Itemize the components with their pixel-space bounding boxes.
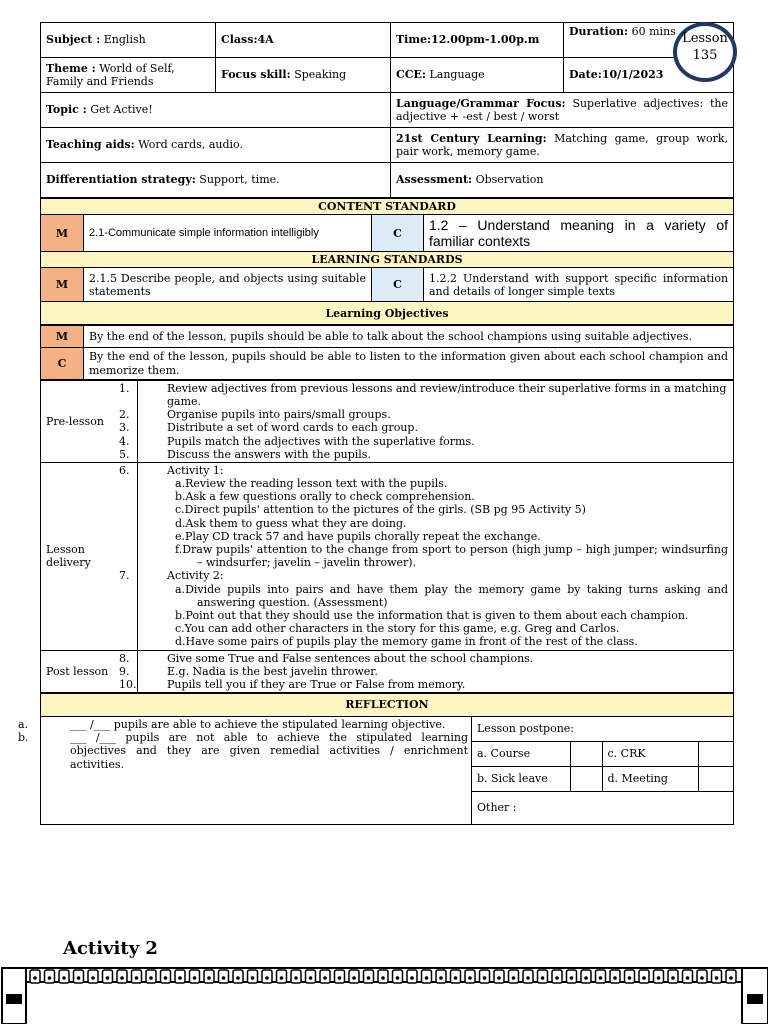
postpone-panel <box>472 717 734 825</box>
film-perforation-dot <box>91 976 95 980</box>
content-m-text: 2.1-Communicate simple information intelligibly <box>84 215 372 252</box>
film-perforation-dot <box>715 976 719 980</box>
pre-lesson-step: 3. Distribute a set of word cards to each group. <box>119 421 418 435</box>
header-table <box>40 22 734 198</box>
learning-m-text: 2.1.5 Describe people, and objects using suitable statements <box>84 268 372 302</box>
delivery-label: Lesson delivery <box>41 462 138 650</box>
content-standard-title: CONTENT STANDARD <box>41 199 734 215</box>
film-perforation-dot <box>425 976 429 980</box>
film-perforation-dot <box>294 976 298 980</box>
film-perforation-dot <box>381 976 385 980</box>
delivery-steps <box>119 462 734 650</box>
film-perforation-dot <box>700 976 704 980</box>
film-perforation-dot <box>396 976 400 980</box>
option-course-box[interactable] <box>570 742 602 767</box>
reflection-b: b. ___ /___ pupils are not able to achieve the stipulated learning objectives and they are given remedial activities / enrichment activities. <box>18 731 468 771</box>
time-cell: Time:12.00pm-1.00p.m <box>391 23 564 58</box>
theme-cell: Theme : World of Self, Family and Friends <box>41 58 216 93</box>
film-perforation-dot <box>251 976 255 980</box>
film-perforation-dot <box>338 976 342 980</box>
film-perforation-dot <box>33 976 37 980</box>
film-perforation-dot <box>106 976 110 980</box>
film-right-hole <box>747 994 763 1004</box>
pre-lesson-step: 5. Discuss the answers with the pupils. <box>119 447 371 461</box>
film-perforation-dot <box>729 976 733 980</box>
post-lesson-step: 8. Give some True and False sentences about the school champions. <box>119 651 534 665</box>
procedure-table <box>40 380 734 693</box>
film-perforation-dot <box>149 976 153 980</box>
film-perforation-dot <box>483 976 487 980</box>
objectives-table <box>40 325 734 379</box>
date-cell: Date:10/1/2023 <box>564 58 734 93</box>
option-sick-leave-box[interactable] <box>570 767 602 792</box>
lesson-number-badge <box>673 22 737 82</box>
topic-cell: Topic : Get Active! <box>41 93 391 128</box>
film-perforation-dot <box>48 976 52 980</box>
activity-2-step: b.Point out that they should use the information that is given to them about each champion. <box>175 608 689 622</box>
pre-lesson-step: 2. Organise pupils into pairs/small groups. <box>119 408 391 422</box>
activity-2-step: a.Divide pupils into pairs and have them play the memory game by taking turns asking and answering question. (Assessment) <box>175 582 728 609</box>
standards-table <box>40 198 734 325</box>
film-perforation-dot <box>280 976 284 980</box>
activity-1-step: c.Direct pupils' attention to the pictures of the girls. (SB pg 95 Activity 5) <box>175 503 586 517</box>
reflection-title: REFLECTION <box>41 694 734 717</box>
pre-lesson-step: 4. Pupils match the adjectives with the superlative forms. <box>119 434 475 448</box>
pre-lesson-step: 1. Review adjectives from previous lessons and review/introduce their superlative forms in a matching game. <box>119 381 727 408</box>
option-course: a. Course <box>472 742 570 767</box>
activity-1-step: f.Draw pupils' attention to the change from sport to person (high jump – high jumper; windsurfing – windsurfer; javelin – javelin thrower). <box>175 543 728 570</box>
post-lesson-step: 9. E.g. Nadia is the best javelin thrower. <box>119 664 378 678</box>
activity-2-step: d.Have some pairs of pupils play the memory game in front of the rest of the class. <box>175 635 638 649</box>
activity-1-step: e.Play CD track 57 and have pupils chorally repeat the exchange. <box>175 529 541 543</box>
film-perforation-dot <box>584 976 588 980</box>
activity-1-step: b.Ask a few questions orally to check comprehension. <box>175 490 475 504</box>
film-perforation-dot <box>77 976 81 980</box>
film-perforation-dot <box>135 976 139 980</box>
film-perforation-dot <box>686 976 690 980</box>
film-perforation-dot <box>120 976 124 980</box>
film-perforation-dot <box>599 976 603 980</box>
film-left-hole <box>6 994 22 1004</box>
lesson-label: Lesson <box>682 31 728 46</box>
learning-m-tag: M <box>41 268 84 302</box>
option-meeting-box[interactable] <box>698 767 734 792</box>
pre-lesson-label: Pre-lesson <box>41 380 138 462</box>
film-perforation-dot <box>207 976 211 980</box>
learning-c-text: 1.2.2 Understand with support specific information and details of longer simple texts <box>424 268 734 302</box>
subject-cell: Subject : English <box>41 23 216 58</box>
film-perforation-dot <box>468 976 472 980</box>
film-perforation-dot <box>62 976 66 980</box>
content-c-tag: C <box>372 215 424 252</box>
activity-1-step: d.Ask them to guess what they are doing. <box>175 516 407 530</box>
option-meeting: d. Meeting <box>602 767 698 792</box>
activity-title: Activity 2 <box>63 938 158 959</box>
film-perforation-dot <box>193 976 197 980</box>
film-perforation-dot <box>323 976 327 980</box>
objective-m-text: By the end of the lesson, pupils should be able to talk about the school champions using suitable adjectives. <box>84 326 734 348</box>
focus-cell: Focus skill: Speaking <box>216 58 391 93</box>
option-crk-box[interactable] <box>698 742 734 767</box>
option-crk: c. CRK <box>602 742 698 767</box>
reflection-notes <box>18 717 472 825</box>
activity-2-step: c.You can add other characters in the story for this game, e.g. Greg and Carlos. <box>175 622 620 636</box>
pre-lesson-steps <box>119 380 734 462</box>
objective-c-tag: C <box>41 348 84 379</box>
film-perforation-dot <box>178 976 182 980</box>
objective-m-tag: M <box>41 326 84 348</box>
film-perforation-dot <box>454 976 458 980</box>
film-perforation-dot <box>613 976 617 980</box>
reflection-table <box>18 693 734 825</box>
film-perforation-dot <box>352 976 356 980</box>
film-perforations <box>30 970 736 983</box>
post-lesson-label: Post lesson <box>41 650 138 693</box>
option-sick-leave: b. Sick leave <box>472 767 570 792</box>
film-perforation-dot <box>439 976 443 980</box>
film-perforation-dot <box>657 976 661 980</box>
film-perforation-dot <box>512 976 516 980</box>
aids-cell: Teaching aids: Word cards, audio. <box>41 128 391 163</box>
post-lesson-step: 10. Pupils tell you if they are True or False from memory. <box>119 677 466 691</box>
film-perforation-dot <box>497 976 501 980</box>
film-perforation-dot <box>541 976 545 980</box>
activity-1-step: a.Review the reading lesson text with the pupils. <box>175 477 448 491</box>
film-perforation-dot <box>222 976 226 980</box>
film-perforation-dot <box>570 976 574 980</box>
differentiation-cell: Differentiation strategy: Support, time. <box>41 163 391 198</box>
learning-standards-title: LEARNING STANDARDS <box>41 252 734 268</box>
lesson-plan <box>18 22 733 825</box>
film-perforation-dot <box>555 976 559 980</box>
film-perforation-dot <box>642 976 646 980</box>
postpone-options <box>472 717 734 824</box>
film-perforation-dot <box>265 976 269 980</box>
film-perforation-dot <box>526 976 530 980</box>
content-c-text: 1.2 – Understand meaning in a variety of familiar contexts <box>424 215 734 252</box>
film-perforation-dot <box>367 976 371 980</box>
grammar-cell: Language/Grammar Focus: Superlative adjectives: the adjective + -est / best / worst <box>391 93 734 128</box>
lesson-number: 135 <box>692 48 718 63</box>
cce-cell: CCE: Language <box>391 58 564 93</box>
assessment-cell: Assessment: Observation <box>391 163 734 198</box>
film-strip-border <box>0 966 768 1024</box>
activity-2-heading: 7. Activity 2: <box>119 569 224 583</box>
film-perforation-dot <box>410 976 414 980</box>
class-cell: Class:4A <box>216 23 391 58</box>
reflection-a: a. ___ /___ pupils are able to achieve the stipulated learning objective. <box>18 718 446 732</box>
postpone-label: Lesson postpone: <box>472 717 734 742</box>
film-perforation-dot <box>164 976 168 980</box>
film-perforation-dot <box>309 976 313 980</box>
film-perforation-dot <box>628 976 632 980</box>
duration-cell: Duration: 60 mins <box>564 23 734 58</box>
film-perforation-dot <box>236 976 240 980</box>
objective-c-text: By the end of the lesson, pupils should be able to listen to the information given about each school champion and memorize them. <box>84 348 734 379</box>
activity-1-heading: 6. Activity 1: <box>119 463 224 477</box>
learning-c-tag: C <box>372 268 424 302</box>
content-m-tag: M <box>41 215 84 252</box>
postpone-other: Other : <box>472 792 734 825</box>
objectives-title: Learning Objectives <box>41 302 734 325</box>
film-perforation-dot <box>671 976 675 980</box>
century-cell: 21st Century Learning: Matching game, group work, pair work, memory game. <box>391 128 734 163</box>
post-lesson-steps <box>119 650 734 693</box>
